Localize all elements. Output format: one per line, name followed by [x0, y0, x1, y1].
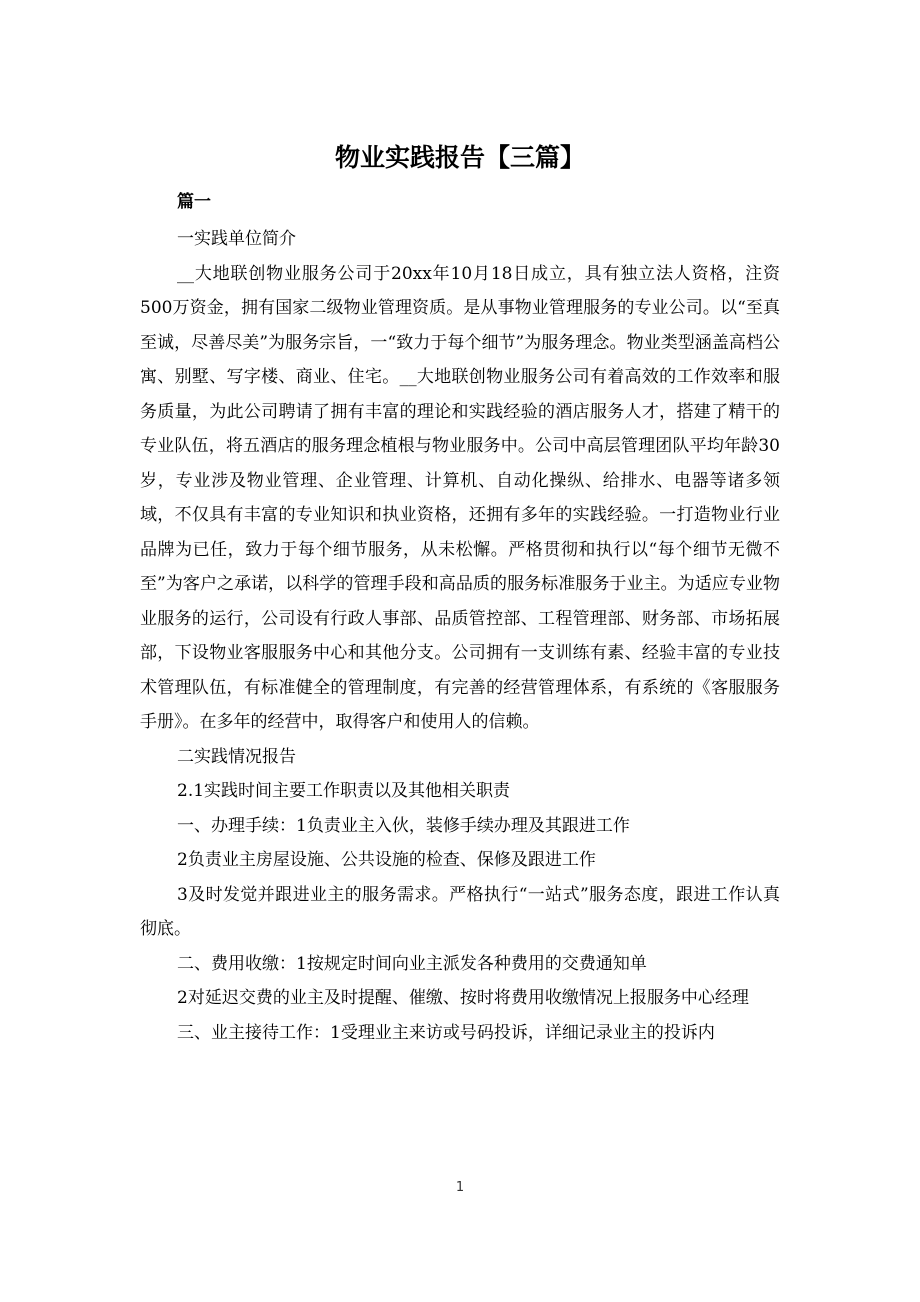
paragraph: __大地联创物业服务公司于20xx年10月18日成立，具有独立法人资格，注资500万资金，拥有国家二级物业管理资质。是从事物业管理服务的专业公司。以“至真至诚，尽善尽美”为服务宗旨，一“致力于每个细节”为服务理念。物业类型涵盖高档公寓、别墅、写字楼、商业、住宅。__大地联创物业服务公司有着高效的工作效率和服务质量，为此公司聘请了拥有丰富的理论和实践经验的酒店服务人才，搭建了精干的专业队伍，将五酒店的服务理念植根与物业服务中。公司中高层管理团队平均年龄30岁，专业涉及物业管理、企业管理、计算机、自动化操纵、给排水、电器等诸多领域，不仅具有丰富的专业知识和执业资格，还拥有多年的实践经验。一打造物业行业品牌为已任，致力于每个细节服务，从未松懈。严格贯彻和执行以“每个细节无微不至”为客户之承诺，以科学的管理手段和高品质的服务标准服务于业主。为适应专业物业服务的运行，公司设有行政人事部、品质管控部、工程管理部、财务部、市场拓展部，下设物业客服服务中心和其他分支。公司拥有一支训练有素、经验丰富的专业技术管理队伍，有标准健全的管理制度，有完善的经营管理体系，有系统的《客服服务手册》。在多年的经营中，取得客户和使用人的信赖。: [140, 263, 780, 732]
paragraph: 二实践情况报告: [177, 746, 296, 767]
paragraph: 3及时发觉并跟进业主的服务需求。严格执行“一站式”服务态度，跟进工作认真彻底。: [140, 884, 780, 939]
paragraph: 二、费用收缴：1按规定时间向业主派发各种费用的交费通知单: [177, 953, 647, 974]
page-number: 1: [455, 1180, 465, 1195]
paragraph: 三、业主接待工作：1受理业主来访或号码投诉，详细记录业主的投诉内: [177, 1022, 715, 1043]
paragraph: 2对延迟交费的业主及时提醒、催缴、按时将费用收缴情况上报服务中心经理: [177, 988, 749, 1008]
document-body: [140, 222, 780, 1050]
paragraph: 一、办理手续：1负责业主入伙，装修手续办理及其跟进工作: [177, 815, 630, 836]
paragraph: 2.1实践时间主要工作职责以及其他相关职责: [177, 781, 511, 801]
paragraph: 一实践单位简介: [177, 229, 296, 249]
section-heading: 篇一: [177, 192, 211, 212]
paragraph: 2负责业主房屋设施、公共设施的检查、保修及跟进工作: [177, 850, 596, 870]
document-title: 物业实践报告【三篇】: [334, 143, 585, 172]
